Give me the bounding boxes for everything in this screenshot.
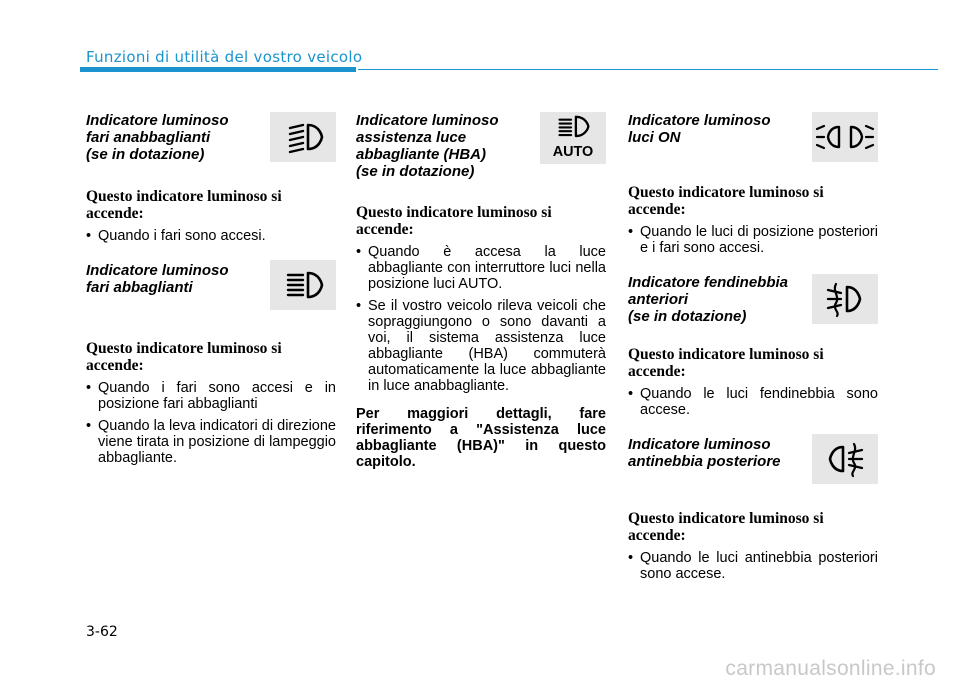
indicator-lead-text: Questo indicatore luminoso si accende: (86, 340, 282, 374)
front-fog-icon (812, 274, 878, 324)
section-high-beam-assist (356, 112, 606, 204)
list-item: • Quando le luci fendinebbia sono accese. (628, 386, 878, 418)
indicator-lead-text: Questo indicatore luminoso si accende: (628, 510, 824, 544)
condition-list (628, 224, 878, 256)
section-low-beam (86, 112, 336, 188)
section-position-lights (628, 112, 878, 184)
column-2 (356, 112, 606, 470)
section-header-title: Funzioni di utilità del vostro veicolo (86, 48, 363, 66)
list-item: • Quando le luci di posizione posteriori e i fari sono accesi. (628, 224, 878, 256)
low-beam-icon (270, 112, 336, 162)
section-title: Indicatore luminoso assistenza luce abbagliante (HBA) (se in dotazione) (356, 112, 499, 180)
list-item: • Quando le luci antinebbia posteriori sono accese. (628, 550, 878, 582)
section-title: Indicatore luminoso luci ON (628, 112, 771, 146)
auto-label: AUTO (552, 144, 594, 161)
section-title: Indicatore luminoso fari abbaglianti (86, 262, 229, 296)
reference-note: Per maggiori dettagli, fare riferimento a "Assistenza luce abbagliante (HBA)" in questo capitolo. (356, 406, 606, 470)
section-title: Indicatore fendinebbia anteriori (se in dotazione) (628, 274, 789, 325)
section-front-fog (628, 274, 878, 346)
condition-list (628, 386, 878, 418)
rear-fog-icon (812, 434, 878, 484)
high-beam-icon (270, 260, 336, 310)
indicator-lead-text: Questo indicatore luminoso si accende: (86, 188, 282, 222)
section-high-beam (86, 262, 336, 340)
column-3 (628, 112, 878, 588)
page-number: 3-62 (86, 624, 118, 640)
section-title: Indicatore luminoso antinebbia posteriore (628, 436, 781, 470)
list-item: • Quando è accesa la luce abbagliante con interruttore luci nella posizione luci AUTO. (356, 244, 606, 292)
list-item: • Quando i fari sono accesi. (86, 228, 336, 244)
condition-list (86, 228, 336, 244)
section-rear-fog (628, 436, 878, 510)
indicator-lead-text: Questo indicatore luminoso si accende: (628, 346, 824, 380)
list-item: • Se il vostro veicolo rileva veicoli che sopraggiungono o sono davanti a voi, il sistema assistenza luce abbagliante (HBA) commuterà automaticamente la luce abbagliante in luce anabbagliante. (356, 298, 606, 394)
indicator-lead-text: Questo indicatore luminoso si accende: (628, 184, 824, 218)
condition-list (356, 244, 606, 394)
indicator-lead-text: Questo indicatore luminoso si accende: (356, 204, 552, 238)
condition-list (86, 380, 336, 466)
header-accent-bar (80, 67, 356, 72)
high-beam-auto-icon (540, 112, 606, 164)
section-title: Indicatore luminoso fari anabbaglianti (se in dotazione) (86, 112, 229, 163)
position-lights-icon (812, 112, 878, 162)
list-item: • Quando i fari sono accesi e in posizione fari abbaglianti (86, 380, 336, 412)
condition-list (628, 550, 878, 582)
watermark: carmanualsonline.info (725, 657, 936, 680)
header-rule (358, 69, 938, 70)
column-1 (86, 112, 336, 472)
list-item: • Quando la leva indicatori di direzione viene tirata in posizione di lampeggio abbagliante. (86, 418, 336, 466)
